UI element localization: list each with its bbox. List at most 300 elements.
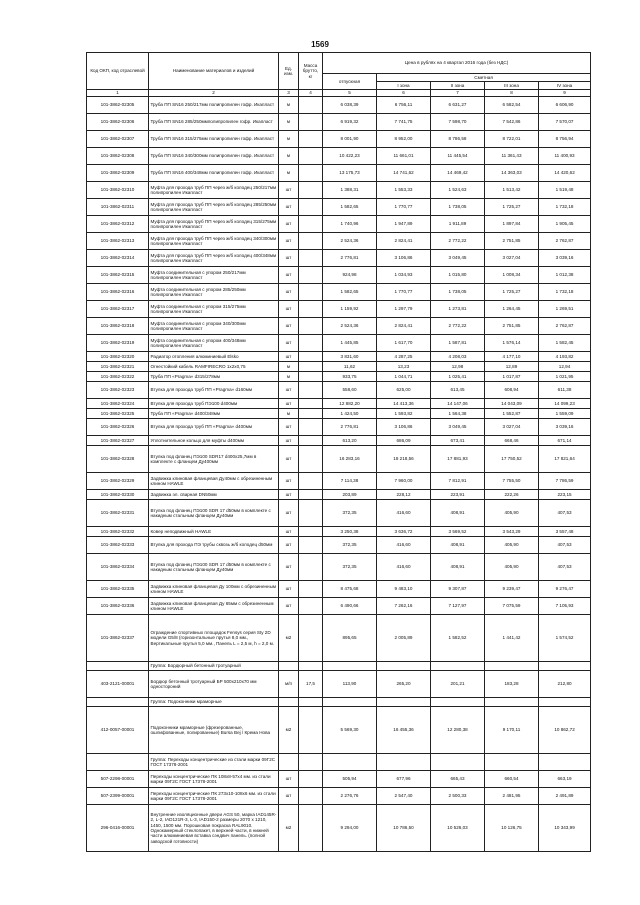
table-row (87, 372, 591, 382)
cell-code: 101-3862-02307 (87, 131, 149, 148)
cell-code: 101-3862-02320 (87, 352, 149, 362)
cell-unit: м (279, 372, 299, 382)
cell-release-price: 924,98 (323, 267, 377, 284)
cell-mass (299, 284, 323, 301)
cell-zone-2-price: 2 500,33 (431, 788, 485, 805)
cell-zone-3-price: 1 017,87 (485, 372, 539, 382)
cell-name: Труба ПП SN16 340/300мм полипропилен гофр. Икапласт (149, 148, 279, 165)
cell-zone-1-price: 1 617,70 (377, 335, 431, 352)
table-row (87, 199, 591, 216)
cell-mass (299, 805, 323, 852)
cell-code: 101-3862-02315 (87, 267, 149, 284)
cell-name: Задвижка клиновая фланцевая Ду 100мм с обрезиненным клином HAWLE (149, 581, 279, 598)
header-release: отпускная (323, 74, 377, 90)
cell-zone-2-price: 10 526,03 (431, 805, 485, 852)
cell-release-price: 113,90 (323, 671, 377, 698)
cell-zone-1-price: 2 824,41 (377, 233, 431, 250)
cell-zone-2-price: 1 564,38 (431, 409, 485, 419)
cell-zone-4-price: 1 021,95 (539, 372, 591, 382)
table-row (87, 436, 591, 446)
cell-zone-1-price: 14 741,62 (377, 165, 431, 182)
cell-zone-3-price: 1 264,45 (485, 301, 539, 318)
cell-zone-3-price: 12,89 (485, 362, 539, 372)
cell-zone-1-price: 3 636,72 (377, 527, 431, 537)
cell-zone-2-price: 8 786,58 (431, 131, 485, 148)
table-row (87, 788, 591, 805)
cell-release-price (323, 754, 377, 771)
table-body (87, 97, 591, 852)
col-number: 8 (485, 90, 539, 97)
cell-mass (299, 131, 323, 148)
group-row (87, 698, 591, 707)
cell-zone-1-price: 265,20 (377, 671, 431, 698)
cell-unit: шт (279, 382, 299, 399)
cell-zone-3-price (485, 662, 539, 671)
cell-name: Труба ПП SN16 315/275мм полипропилен гофр. Икапласт (149, 131, 279, 148)
cell-unit: м (279, 97, 299, 114)
cell-zone-3-price: 405,90 (485, 500, 539, 527)
cell-unit: м (279, 148, 299, 165)
col-number: 5 (323, 90, 377, 97)
cell-code: 101-3862-02313 (87, 233, 149, 250)
cell-code: 101-3862-02308 (87, 148, 149, 165)
cell-zone-1-price (377, 754, 431, 771)
cell-zone-2-price: 665,43 (431, 771, 485, 788)
cell-zone-1-price: 6 756,11 (377, 97, 431, 114)
cell-zone-3-price: 7 755,50 (485, 473, 539, 490)
cell-mass (299, 165, 323, 182)
cell-release-price: 2 776,81 (323, 250, 377, 267)
table-row (87, 399, 591, 409)
cell-name: Уплотнительное кольцо для муфты d400мм (149, 436, 279, 446)
cell-zone-4-price: 1 732,18 (539, 199, 591, 216)
cell-zone-1-price: 625,00 (377, 382, 431, 399)
col-number: 4 (299, 90, 323, 97)
col-number: 3 (279, 90, 299, 97)
cell-zone-1-price: 11 661,01 (377, 148, 431, 165)
cell-zone-4-price: 1 269,51 (539, 301, 591, 318)
cell-zone-1-price: 4 287,25 (377, 352, 431, 362)
cell-zone-2-price: 3 049,45 (431, 250, 485, 267)
cell-zone-4-price: 11 400,93 (539, 148, 591, 165)
cell-release-price: 1 388,31 (323, 182, 377, 199)
cell-zone-2-price: 4 208,03 (431, 352, 485, 362)
cell-zone-4-price: 7 570,07 (539, 114, 591, 131)
cell-zone-2-price: 14 147,06 (431, 399, 485, 409)
cell-zone-4-price: 3 557,48 (539, 527, 591, 537)
cell-code: 296-0416-00001 (87, 805, 149, 852)
cell-mass (299, 771, 323, 788)
cell-mass (299, 199, 323, 216)
cell-zone-2-price: 1 025,41 (431, 372, 485, 382)
cell-zone-2-price: 1 738,05 (431, 284, 485, 301)
cell-zone-1-price: 1 553,33 (377, 182, 431, 199)
cell-zone-2-price: 408,91 (431, 537, 485, 554)
cell-release-price: 2 524,36 (323, 318, 377, 335)
cell-zone-2-price: 408,91 (431, 500, 485, 527)
table-row (87, 114, 591, 131)
cell-mass (299, 662, 323, 671)
cell-zone-3-price: 1 576,14 (485, 335, 539, 352)
cell-mass (299, 148, 323, 165)
cell-code: 101-3862-02324 (87, 399, 149, 409)
cell-zone-2-price: 223,91 (431, 490, 485, 500)
column-numbers-row (87, 90, 591, 97)
cell-name: Муфта для прохода труб ПП через ж/б колодец 250/217мм полипропилен Икапласт (149, 182, 279, 199)
cell-zone-3-price: 1 441,42 (485, 615, 539, 662)
cell-mass (299, 335, 323, 352)
cell-zone-3-price: 183,28 (485, 671, 539, 698)
cell-zone-1-price: 1 770,77 (377, 284, 431, 301)
cell-zone-2-price: 14 469,42 (431, 165, 485, 182)
cell-mass (299, 114, 323, 131)
cell-mass (299, 473, 323, 490)
cell-zone-2-price (431, 698, 485, 707)
cell-mass (299, 615, 323, 662)
cell-zone-3-price: 3 027,04 (485, 250, 539, 267)
cell-name: Труба ПП SN16 285/250ммполипропилен гофр. Икапласт (149, 114, 279, 131)
cell-mass (299, 399, 323, 409)
cell-zone-4-price: 2 762,87 (539, 233, 591, 250)
cell-zone-1-price: 416,60 (377, 537, 431, 554)
cell-zone-1-price: 14 413,36 (377, 399, 431, 409)
cell-zone-2-price: 6 631,27 (431, 97, 485, 114)
cell-zone-3-price (485, 754, 539, 771)
cell-zone-2-price: 11 445,54 (431, 148, 485, 165)
table-row (87, 707, 591, 754)
cell-zone-3-price: 8 722,01 (485, 131, 539, 148)
cell-zone-3-price: 2 481,95 (485, 788, 539, 805)
table-row (87, 165, 591, 182)
cell-zone-2-price (431, 754, 485, 771)
cell-unit: шт (279, 216, 299, 233)
cell-release-price: 8 475,68 (323, 581, 377, 598)
cell-zone-4-price: 1 582,45 (539, 335, 591, 352)
cell-zone-4-price: 1 574,52 (539, 615, 591, 662)
cell-unit: шт (279, 581, 299, 598)
cell-zone-1-price: 10 786,50 (377, 805, 431, 852)
cell-release-price: 16 283,16 (323, 446, 377, 473)
cell-code: 101-3862-02328 (87, 446, 149, 473)
cell-zone-3-price: 9 239,47 (485, 581, 539, 598)
cell-name: Муфта для прохода труб ПП через ж/б колодец 340/300мм полипропилен Икапласт (149, 233, 279, 250)
cell-zone-4-price: 14 099,23 (539, 399, 591, 409)
cell-name: Муфта соединительная с упором 250/217мм полипропилен Икапласт (149, 267, 279, 284)
cell-mass (299, 318, 323, 335)
table-row (87, 267, 591, 284)
table-row (87, 362, 591, 372)
cell-name: Задвижка клиновая фланцевая Ду40мм с обрезиненным клином HAWLE (149, 473, 279, 490)
cell-mass (299, 267, 323, 284)
cell-zone-4-price: 12,94 (539, 362, 591, 372)
cell-code: 101-3862-02305 (87, 97, 149, 114)
price-table (86, 52, 591, 852)
cell-zone-1-price: 3 106,86 (377, 250, 431, 267)
cell-code: 101-3862-02322 (87, 372, 149, 382)
cell-release-price: 7 114,38 (323, 473, 377, 490)
cell-zone-4-price: 9 276,47 (539, 581, 591, 598)
cell-code: 101-3862-02336 (87, 598, 149, 615)
cell-zone-2-price: 3 049,45 (431, 419, 485, 436)
cell-unit: шт (279, 301, 299, 318)
table-row (87, 250, 591, 267)
cell-zone-1-price (377, 698, 431, 707)
cell-zone-3-price: 14 043,09 (485, 399, 539, 409)
cell-unit: шт (279, 399, 299, 409)
cell-unit: шт (279, 473, 299, 490)
cell-zone-4-price: 2 762,87 (539, 318, 591, 335)
cell-zone-3-price: 2 751,85 (485, 318, 539, 335)
cell-zone-1-price: 2 547,40 (377, 788, 431, 805)
cell-mass (299, 233, 323, 250)
table-row (87, 233, 591, 250)
cell-mass (299, 301, 323, 318)
cell-unit: м (279, 165, 299, 182)
col-number: 6 (377, 90, 431, 97)
cell-code: 101-3862-02327 (87, 436, 149, 446)
cell-release-price: 5 569,30 (323, 707, 377, 754)
header-zone-1: I зона (377, 82, 431, 90)
table-row (87, 335, 591, 352)
cell-mass (299, 436, 323, 446)
table-row (87, 581, 591, 598)
cell-zone-4-price: 671,14 (539, 436, 591, 446)
cell-zone-4-price: 2 491,89 (539, 788, 591, 805)
cell-mass (299, 419, 323, 436)
cell-release-price: 6 038,39 (323, 97, 377, 114)
cell-zone-4-price: 6 606,90 (539, 97, 591, 114)
cell-code: 101-3862-02335 (87, 581, 149, 598)
cell-name: Втулка под фланец ПЭ100 SDR17 d400x25,7мм в комплекте с фланцем Ду400мм (149, 446, 279, 473)
cell-name: Бордюр бетонный тротуарный БР 500x210x70 мм одностороний (149, 671, 279, 698)
cell-zone-4-price: 407,53 (539, 554, 591, 581)
cell-mass (299, 362, 323, 372)
cell-code: 101-3862-02321 (87, 362, 149, 372)
header-zone-4: IV зона (539, 82, 591, 90)
cell-zone-4-price: 1 559,09 (539, 409, 591, 419)
cell-zone-4-price: 212,80 (539, 671, 591, 698)
cell-name: Группа: Переходы концентрические из стали марки 09Г2С ГОСТ 17378-2001 (149, 754, 279, 771)
table-row (87, 352, 591, 362)
cell-unit: шт (279, 554, 299, 581)
cell-zone-4-price: 1 732,18 (539, 284, 591, 301)
cell-unit (279, 698, 299, 707)
cell-code: 101-3862-02310 (87, 182, 149, 199)
cell-code: 101-3862-02323 (87, 382, 149, 399)
cell-name: Муфта для прохода труб ПП через ж/б колодец 400/348мм полипропилен Икапласт (149, 250, 279, 267)
header-zone-3: III зона (485, 82, 539, 90)
cell-mass (299, 598, 323, 615)
table-row (87, 446, 591, 473)
cell-unit: шт (279, 182, 299, 199)
cell-zone-1-price: 1 770,77 (377, 199, 431, 216)
cell-zone-4-price: 663,19 (539, 771, 591, 788)
cell-zone-3-price: 1 725,27 (485, 284, 539, 301)
cell-unit: шт (279, 788, 299, 805)
cell-zone-4-price: 407,53 (539, 537, 591, 554)
cell-unit: шт (279, 250, 299, 267)
cell-zone-1-price: 8 952,00 (377, 131, 431, 148)
cell-zone-1-price: 1 947,89 (377, 216, 431, 233)
cell-zone-2-price: 12 280,38 (431, 707, 485, 754)
cell-unit: м2 (279, 615, 299, 662)
cell-mass (299, 490, 323, 500)
table-row (87, 301, 591, 318)
cell-code: 101-3862-02311 (87, 199, 149, 216)
table-row (87, 771, 591, 788)
cell-code: 101-3862-02316 (87, 284, 149, 301)
header-estimated: Сметная (377, 74, 591, 82)
table-row (87, 131, 591, 148)
table-row (87, 598, 591, 615)
cell-code: 101-3862-02326 (87, 419, 149, 436)
cell-mass (299, 698, 323, 707)
cell-zone-4-price: 10 862,72 (539, 707, 591, 754)
cell-unit: м2 (279, 707, 299, 754)
header-name: Наименование материалов и изделий (149, 53, 279, 90)
cell-release-price (323, 662, 377, 671)
header-unit: Ед. изм. (279, 53, 299, 90)
header-code: Код ОКП, код отраслевой (87, 53, 149, 90)
cell-unit: шт (279, 352, 299, 362)
cell-code: 101-3862-02318 (87, 318, 149, 335)
cell-zone-1-price: 1 593,82 (377, 409, 431, 419)
cell-zone-4-price (539, 698, 591, 707)
cell-zone-4-price: 14 420,62 (539, 165, 591, 182)
cell-unit: шт (279, 335, 299, 352)
cell-mass (299, 382, 323, 399)
cell-name: Муфта соединительная с упором 340/300мм полипропилен Икапласт (149, 318, 279, 335)
cell-zone-1-price: 3 106,86 (377, 419, 431, 436)
group-row (87, 662, 591, 671)
cell-code: 101-3862-02319 (87, 335, 149, 352)
cell-code: 101-3862-02331 (87, 500, 149, 527)
cell-unit (279, 662, 299, 671)
cell-name: Муфта для прохода труб ПП через ж/б колодец 285/250мм полипропилен Икапласт (149, 199, 279, 216)
cell-zone-3-price: 1 897,84 (485, 216, 539, 233)
cell-zone-4-price: 7 105,93 (539, 598, 591, 615)
table-row (87, 216, 591, 233)
cell-code: 101-3862-02309 (87, 165, 149, 182)
cell-zone-2-price: 17 881,93 (431, 446, 485, 473)
cell-code: 101-3862-02306 (87, 114, 149, 131)
cell-zone-1-price: 228,12 (377, 490, 431, 500)
cell-zone-3-price: 1 008,34 (485, 267, 539, 284)
cell-mass (299, 352, 323, 362)
cell-code: 403-2121-00001 (87, 671, 149, 698)
col-number: 7 (431, 90, 485, 97)
cell-zone-4-price (539, 754, 591, 771)
cell-release-price: 6 919,32 (323, 114, 377, 131)
cell-zone-3-price (485, 698, 539, 707)
cell-zone-4-price: 1 012,38 (539, 267, 591, 284)
cell-mass (299, 500, 323, 527)
cell-zone-4-price: 407,53 (539, 500, 591, 527)
cell-mass (299, 409, 323, 419)
cell-release-price: 613,20 (323, 436, 377, 446)
cell-zone-3-price: 1 552,87 (485, 409, 539, 419)
cell-mass (299, 372, 323, 382)
cell-zone-4-price (539, 662, 591, 671)
cell-zone-1-price: 2 005,89 (377, 615, 431, 662)
cell-zone-1-price: 1 044,71 (377, 372, 431, 382)
cell-mass (299, 581, 323, 598)
cell-mass (299, 250, 323, 267)
cell-zone-3-price: 608,94 (485, 382, 539, 399)
cell-code (87, 754, 149, 771)
cell-mass (299, 527, 323, 537)
cell-name: Втулка для прохода труб ПЭ100 d400мм (149, 399, 279, 409)
cell-zone-4-price: 8 756,94 (539, 131, 591, 148)
cell-name: Втулка под фланец ПЭ100 SDR 17 d50мм в комплекте с накидным стальным фланцем Ду40мм (149, 554, 279, 581)
cell-zone-1-price: 2 824,41 (377, 318, 431, 335)
cell-release-price: 2 524,36 (323, 233, 377, 250)
cell-zone-2-price: 201,21 (431, 671, 485, 698)
cell-mass (299, 707, 323, 754)
cell-release-price: 933,75 (323, 372, 377, 382)
cell-zone-3-price: 6 582,54 (485, 97, 539, 114)
cell-name: Задвижка эл. сварная DN50мм (149, 490, 279, 500)
cell-release-price (323, 698, 377, 707)
cell-release-price: 505,94 (323, 771, 377, 788)
cell-name: Группа: Бордюрный бетонный тротуарный (149, 662, 279, 671)
cell-code: 101-3862-02332 (87, 527, 149, 537)
cell-unit (279, 754, 299, 771)
cell-zone-2-price (431, 662, 485, 671)
cell-zone-3-price: 405,90 (485, 537, 539, 554)
cell-code: 101-3862-02329 (87, 473, 149, 490)
cell-code: 101-3862-02334 (87, 554, 149, 581)
cell-release-price: 1 159,92 (323, 301, 377, 318)
cell-zone-1-price: 416,60 (377, 554, 431, 581)
cell-name: Труба ПП «Pragma» d315/278мм (149, 372, 279, 382)
cell-zone-3-price: 3 543,29 (485, 527, 539, 537)
cell-zone-3-price: 668,46 (485, 436, 539, 446)
cell-release-price: 1 445,85 (323, 335, 377, 352)
cell-mass (299, 554, 323, 581)
table-row (87, 554, 591, 581)
cell-mass (299, 446, 323, 473)
cell-zone-2-price: 1 015,80 (431, 267, 485, 284)
cell-zone-3-price: 9 170,11 (485, 707, 539, 754)
table-row (87, 500, 591, 527)
cell-unit: м (279, 362, 299, 372)
cell-release-price: 372,35 (323, 537, 377, 554)
cell-release-price: 3 250,38 (323, 527, 377, 537)
table-row (87, 527, 591, 537)
cell-unit: шт (279, 199, 299, 216)
cell-release-price: 13 175,73 (323, 165, 377, 182)
cell-name: Переходы концентрические ПК 108x8-57x4 мм. из стали марки 09Г2С ГОСТ 17378-2001 (149, 771, 279, 788)
cell-zone-1-price: 1 034,93 (377, 267, 431, 284)
cell-code: 507-2399-00001 (87, 788, 149, 805)
cell-release-price: 12 882,20 (323, 399, 377, 409)
cell-name: Подоконники мраморные (фрезерованные, ошлифованные, полированные) Bursa Bej / Крема Нова (149, 707, 279, 754)
cell-zone-1-price (377, 662, 431, 671)
cell-release-price: 1 424,50 (323, 409, 377, 419)
cell-mass (299, 754, 323, 771)
cell-code: 101-3862-02333 (87, 537, 149, 554)
cell-zone-3-price: 17 750,52 (485, 446, 539, 473)
cell-mass (299, 97, 323, 114)
table-row (87, 473, 591, 490)
cell-zone-2-price: 7 127,97 (431, 598, 485, 615)
table-row (87, 615, 591, 662)
col-number: 9 (539, 90, 591, 97)
table-row (87, 537, 591, 554)
cell-zone-1-price: 9 483,10 (377, 581, 431, 598)
cell-zone-1-price: 18 218,56 (377, 446, 431, 473)
